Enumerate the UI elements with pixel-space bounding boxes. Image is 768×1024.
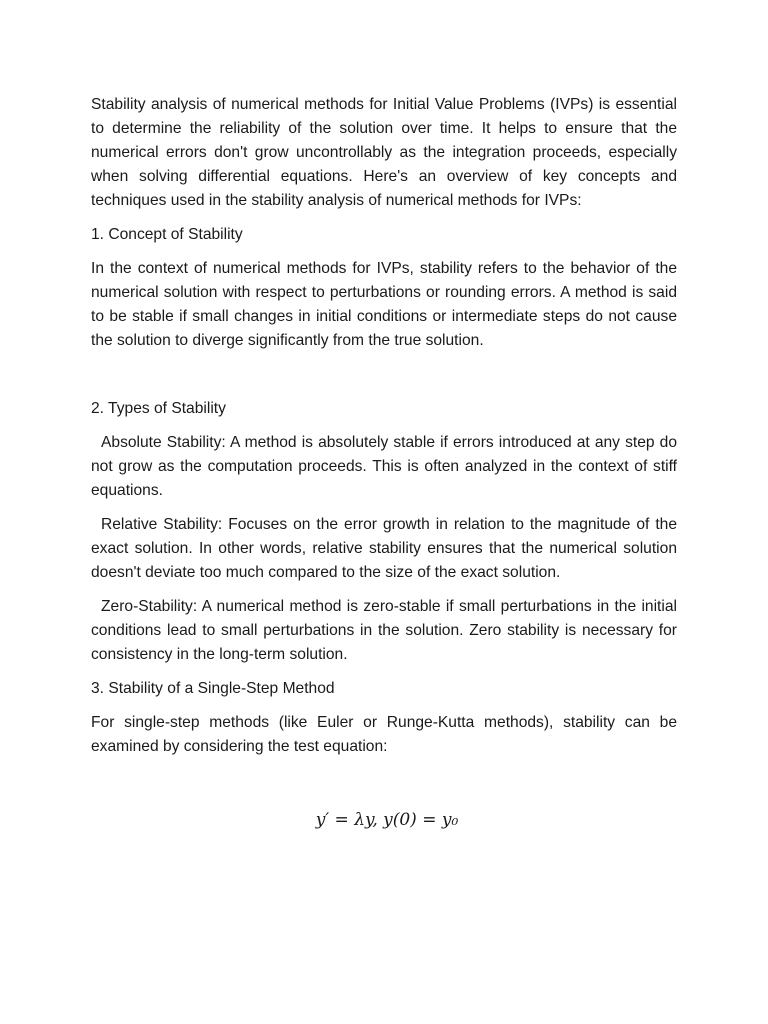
section-paragraph-concept-of-stability: In the context of numerical methods for IVPs, stability refers to the behavior of the numerical solution with respect to perturbations or rounding errors. A method is said to be stable if small changes in initial conditions or intermediate steps do not cause the solution to diverge significantly from the true solution. — [91, 260, 677, 349]
section-heading-concept-of-stability: 1. Concept of Stability — [91, 226, 243, 243]
paragraph-zero-stability: Zero-Stability: A numerical method is zero-stable if small perturbations in the initial conditions lead to small perturbations in the solution. Zero stability is necessary for consistency in the long-term solution. — [91, 598, 677, 663]
section-paragraph-single-step-method: For single-step methods (like Euler or Runge-Kutta methods), stability can be examined by considering the test equation: — [91, 714, 677, 755]
section-heading-types-of-stability: 2. Types of Stability — [91, 400, 226, 417]
section-heading-single-step-method: 3. Stability of a Single-Step Method — [91, 680, 335, 697]
paragraph-absolute-stability: Absolute Stability: A method is absolutely stable if errors introduced at any step do not grow as the computation proceeds. This is often analyzed in the context of stiff equations. — [91, 434, 677, 499]
paragraph-relative-stability: Relative Stability: Focuses on the error growth in relation to the magnitude of the exact solution. In other words, relative stability ensures that the numerical solution doesn't deviate too much compared to the size of the exact solution. — [91, 516, 677, 581]
blank-line — [91, 363, 677, 397]
intro-paragraph: Stability analysis of numerical methods for Initial Value Problems (IVPs) is essential to determine the reliability of the solution over time. It helps to ensure that the numerical errors don't grow uncontrollably as the integration proceeds, especially when solving differential equations. Here's an overview of key concepts and techniques used in the stability analysis of numerical methods for IVPs: — [91, 96, 677, 209]
test-equation: y′ = λy, y(0) = y₀ — [315, 810, 459, 830]
document-content — [91, 93, 677, 833]
